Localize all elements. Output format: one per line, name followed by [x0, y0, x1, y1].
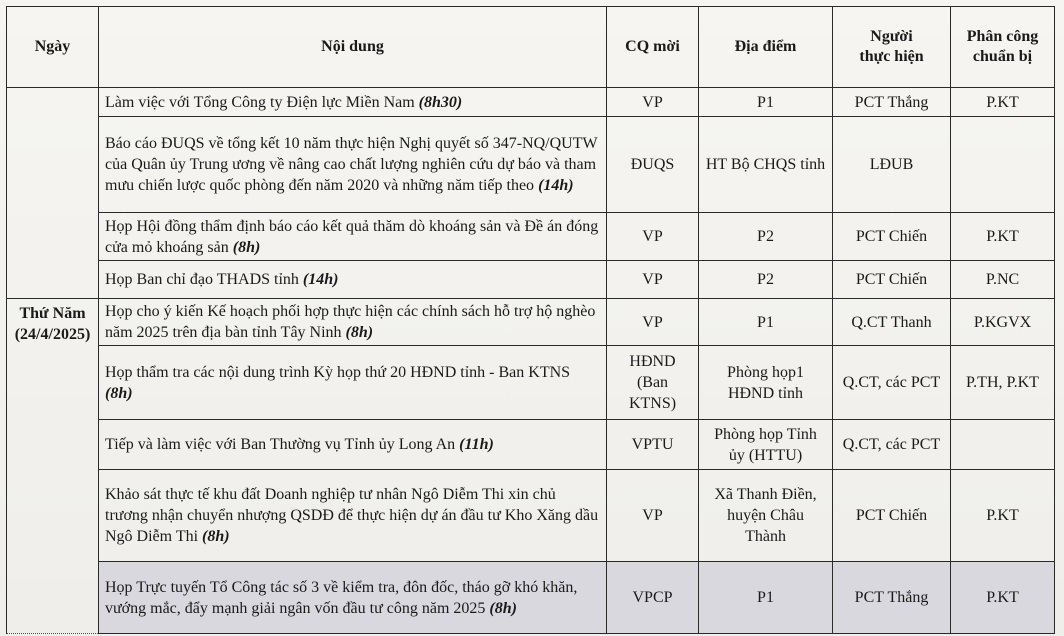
row-prep: P.KT [951, 213, 1055, 261]
header-row [7, 7, 1055, 88]
header-prep: Phân công chuẩn bị [951, 7, 1055, 88]
day-cell-prev [7, 88, 99, 299]
row-agency: VP [607, 88, 699, 117]
row-performer: Q.CT Thanh [833, 299, 951, 346]
row-prep: P.TH, P.KT [951, 346, 1055, 420]
row-content: Họp thẩm tra các nội dung trình Kỳ họp thứ 20 HĐND tỉnh - Ban KTNS (8h) [99, 346, 607, 420]
row-agency: VPTU [607, 420, 699, 470]
row-location: P1 [699, 88, 833, 117]
table-row [7, 261, 1055, 299]
table-row [7, 117, 1055, 213]
row-prep: P.KT [951, 88, 1055, 117]
header-performer: Người thực hiện [833, 7, 951, 88]
row-content: Họp Trực tuyến Tổ Công tác số 3 về kiểm tra, đôn đốc, tháo gỡ khó khăn, vướng mắc, đẩy mạnh giải ngân vốn đầu tư công năm 2025 (8h) [99, 562, 607, 634]
header-content: Nội dung [99, 7, 607, 88]
row-location: P1 [699, 562, 833, 634]
row-location: Phòng họp1 HĐND tỉnh [699, 346, 833, 420]
row-agency: VP [607, 261, 699, 299]
row-performer: PCT Chiến [833, 213, 951, 261]
table-row [7, 213, 1055, 261]
row-content: Họp Hội đồng thẩm định báo cáo kết quả thăm dò khoáng sản và Đề án đóng cửa mỏ khoáng sản (8h) [99, 213, 607, 261]
row-location: P2 [699, 213, 833, 261]
row-prep: P.KT [951, 470, 1055, 562]
table-row [7, 88, 1055, 117]
header-date: Ngày [7, 7, 99, 88]
day-cell-thursday [7, 299, 99, 634]
row-location: Xã Thanh Điền, huyện Châu Thành [699, 470, 833, 562]
row-performer: PCT Chiến [833, 470, 951, 562]
row-content: Họp cho ý kiến Kế hoạch phối hợp thực hiện các chính sách hỗ trợ hộ nghèo năm 2025 trên địa bàn tỉnh Tây Ninh (8h) [99, 299, 607, 346]
row-agency: VPCP [607, 562, 699, 634]
row-agency: VP [607, 299, 699, 346]
row-content: Làm việc với Tổng Công ty Điện lực Miền Nam (8h30) [99, 88, 607, 117]
row-prep: P.NC [951, 261, 1055, 299]
table-row [7, 346, 1055, 420]
row-prep [951, 117, 1055, 213]
row-content: Khảo sát thực tế khu đất Doanh nghiệp tư nhân Ngô Diễm Thi xin chủ trương nhận chuyển nhượng QSDĐ để thực hiện dự án đầu tư Kho Xăng dầu Ngô Diễm Thi (8h) [99, 470, 607, 562]
header-location: Địa điểm [699, 7, 833, 88]
row-content: Họp Ban chỉ đạo THADS tỉnh (14h) [99, 261, 607, 299]
table-row [7, 420, 1055, 470]
row-performer: Q.CT, các PCT [833, 346, 951, 420]
row-performer: LĐUB [833, 117, 951, 213]
row-content: Báo cáo ĐUQS về tổng kết 10 năm thực hiện Nghị quyết số 347-NQ/QUTW của Quân ủy Trung ương về nâng cao chất lượng nghiên cứu dự báo và tham mưu chiến lược quốc phòng đến năm 2020 và những năm tiếp theo (14h) [99, 117, 607, 213]
day-date: (24/4/2025) [14, 326, 91, 343]
header-agency: CQ mời [607, 7, 699, 88]
row-location: HT Bộ CHQS tỉnh [699, 117, 833, 213]
row-content: Tiếp và làm việc với Ban Thường vụ Tỉnh ủy Long An (11h) [99, 420, 607, 470]
table-row [7, 562, 1055, 634]
row-agency: HĐND (Ban KTNS) [607, 346, 699, 420]
row-location: Phòng họp Tỉnh ủy (HTTU) [699, 420, 833, 470]
row-performer: PCT Thắng [833, 88, 951, 117]
row-performer: Q.CT, các PCT [833, 420, 951, 470]
row-agency: VP [607, 213, 699, 261]
row-agency: VP [607, 470, 699, 562]
row-location: P2 [699, 261, 833, 299]
row-prep: P.KGVX [951, 299, 1055, 346]
row-performer: PCT Thắng [833, 562, 951, 634]
schedule-table [6, 6, 1055, 634]
row-prep: P.KT [951, 562, 1055, 634]
row-location: P1 [699, 299, 833, 346]
row-prep [951, 420, 1055, 470]
table-row [7, 470, 1055, 562]
table-row [7, 299, 1055, 346]
row-agency: ĐUQS [607, 117, 699, 213]
row-performer: PCT Chiến [833, 261, 951, 299]
day-name: Thứ Năm [19, 305, 86, 322]
